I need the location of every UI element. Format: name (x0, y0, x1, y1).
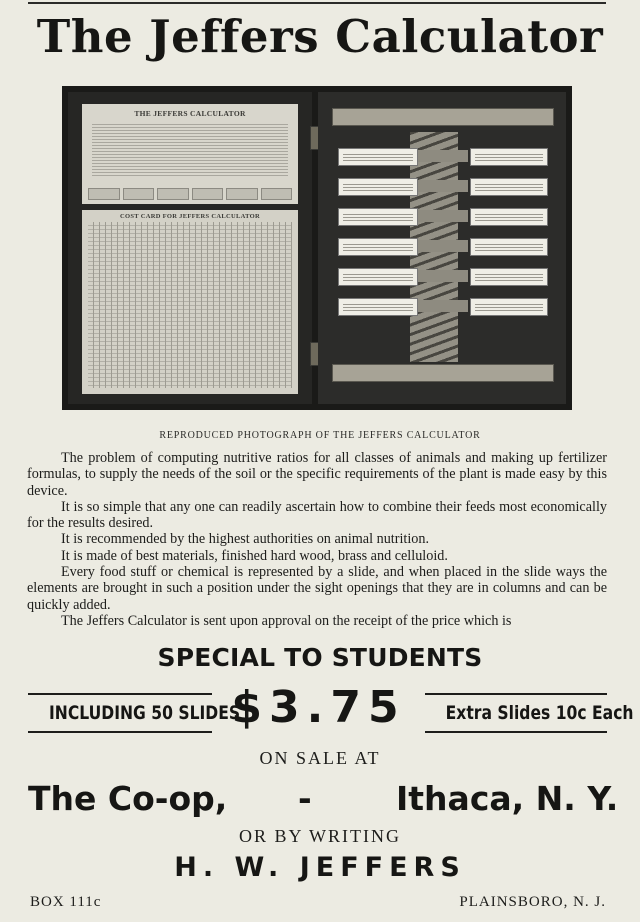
paragraph: It is recommended by the highest authorities on animal nutrition. (61, 531, 430, 548)
extra-slides-box (425, 693, 634, 733)
slide-row (338, 298, 548, 314)
photo-left-panel (68, 92, 312, 404)
instruction-card-title: THE JEFFERS CALCULATOR (134, 109, 246, 118)
paragraph: The problem of computing nutritive ratios for all classes of animals and making up fertilizer formulas, to supply the needs of the soil or the specific requirements of the plant is made easy by this device. (27, 450, 607, 499)
slide-row (338, 208, 548, 224)
paragraph: The Jeffers Calculator is sent upon approval on the receipt of the price which is (61, 612, 512, 629)
calculator-photograph (62, 86, 572, 410)
or-by-writing: OR BY WRITING (239, 826, 401, 846)
box-number: BOX 111c (30, 894, 102, 910)
cost-card (82, 210, 298, 394)
instruction-card (82, 104, 298, 204)
paragraph: It is made of best materials, finished hard wood, brass and celluloid. (61, 547, 448, 564)
slide-bar (332, 364, 554, 382)
slide-row (338, 268, 548, 284)
photo-caption: REPRODUCED PHOTOGRAPH OF THE JEFFERS CALCULATOR (159, 430, 481, 441)
seller-town: PLAINSBORO, N. J. (459, 894, 606, 910)
including-slides-box (28, 693, 241, 733)
price: $3.75 (231, 682, 406, 733)
offer-headline: SPECIAL TO STUDENTS (157, 643, 483, 672)
slide-row (338, 238, 548, 254)
slide-bar (332, 108, 554, 126)
photo-right-panel (318, 92, 566, 404)
instruction-card-text-lines (92, 122, 288, 178)
store-city: Ithaca, N. Y. (396, 779, 619, 818)
description-text (27, 450, 607, 629)
slide-row (338, 148, 548, 164)
store-dash: - (298, 779, 312, 818)
slide-row (338, 178, 548, 194)
paragraph: Every food stuff or chemical is represented by a slide, and when placed in the slide ways the elements are brought in such a position under the sight openings that they are in columns and can be quickly added. (27, 564, 607, 613)
page-title: The Jeffers Calculator (36, 10, 604, 63)
top-rule (28, 2, 606, 4)
paragraph: It is so simple that any one can readily ascertain how to combine their feeds most economically for the results desired. (27, 498, 607, 532)
cost-card-title: COST CARD FOR JEFFERS CALCULATOR (120, 213, 260, 220)
seller-name: H. W. JEFFERS (174, 852, 466, 883)
instruction-card-tabs (88, 188, 292, 200)
cost-card-grid (88, 222, 292, 388)
including-slides-label: INCLUDING 50 SLIDES (48, 702, 241, 724)
store-name: The Co-op, (28, 779, 228, 818)
on-sale-at: ON SALE AT (259, 748, 381, 768)
extra-slides-label: Extra Slides 10c Each (445, 702, 634, 724)
